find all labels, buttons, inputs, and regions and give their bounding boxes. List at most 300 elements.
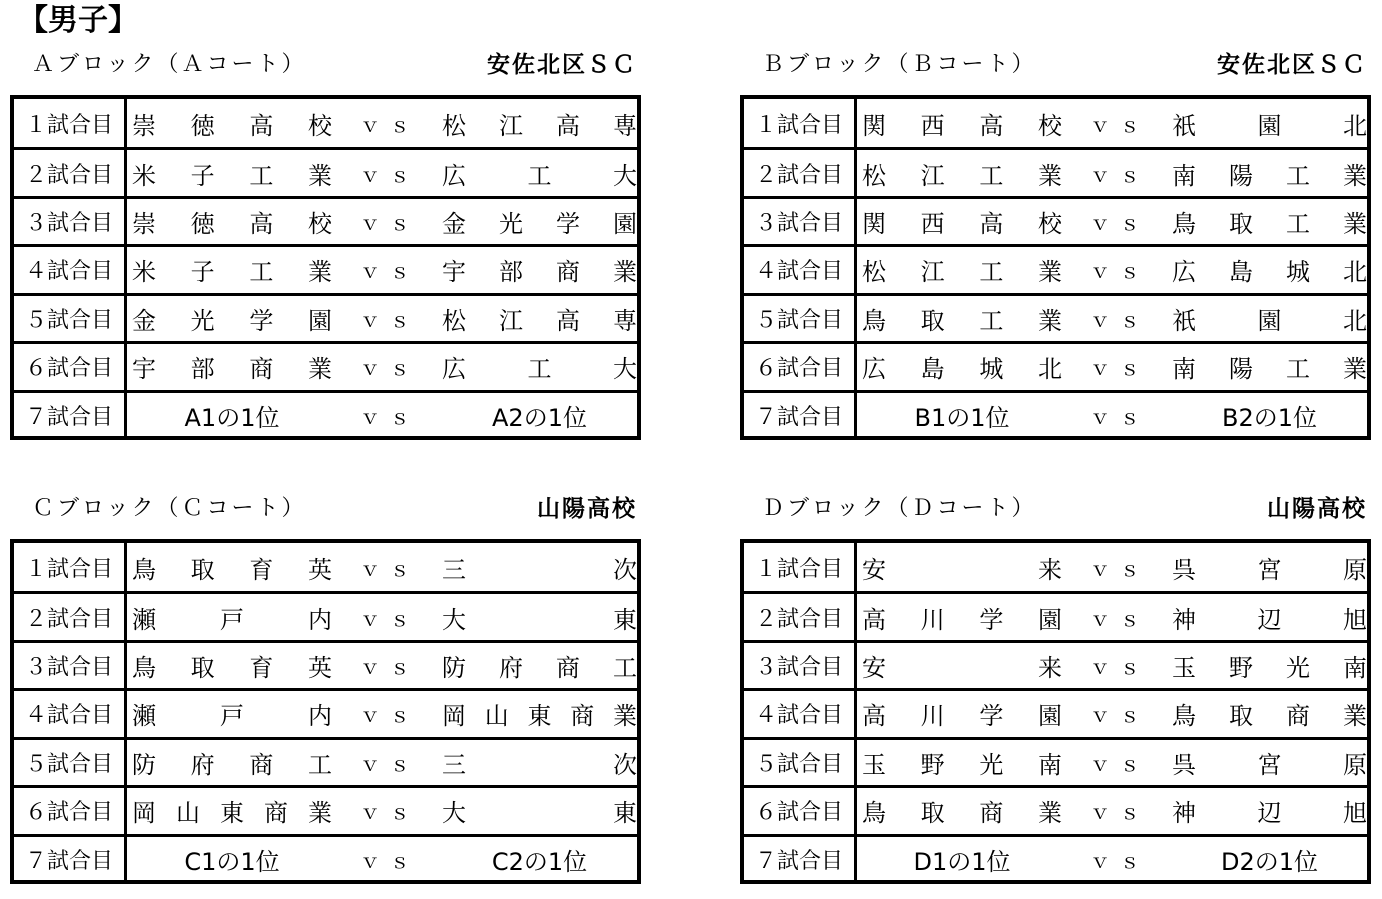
match-number: ４試合目 [14,691,127,736]
team-char: 工 [527,161,552,190]
team-char: 辺 [1257,605,1282,634]
team-char: 業 [613,258,637,287]
vs-label: ｖｓ [1090,404,1150,429]
team-char: 原 [1343,555,1367,584]
team-char: 光 [499,210,523,239]
table-row-final [14,834,637,882]
team-char: 神 [1172,799,1196,828]
vs-label: ｖｓ [1090,112,1150,137]
team-char: 山 [484,702,509,731]
team-char: 戸 [220,702,244,731]
vs-label: ｖｓ [1090,751,1150,776]
team-char: 業 [613,702,637,731]
page-title: 【男子】 [18,3,138,38]
team-char: 工 [979,306,1004,335]
team-char: 取 [1229,702,1253,731]
vs-label: ｖｓ [360,848,420,873]
team-char: 南 [1172,355,1196,384]
match-number: ３試合目 [14,199,127,244]
match-number: ２試合目 [14,150,127,195]
team-char: 業 [1343,355,1367,384]
team-name-away [442,594,637,639]
team-name-away [442,199,637,244]
team-char: 取 [190,555,215,584]
team-char: 広 [862,355,886,384]
match-number: ２試合目 [744,594,857,639]
team-name-away [1172,99,1367,147]
team-char: 岡 [442,702,466,731]
team-name-home [862,247,1062,292]
match-number: ７試合目 [744,837,857,882]
team-char: 玉 [862,750,886,779]
team-char: 野 [1229,654,1253,683]
team-char: 玉 [1172,654,1196,683]
team-char: 工 [1286,355,1310,384]
team-char: 光 [1286,654,1310,683]
match-number: ５試合目 [14,296,127,341]
match-number: １試合目 [14,543,127,591]
team-name-away [1172,543,1367,591]
team-char: 広 [442,355,466,384]
team-char: 瀬 [132,605,156,634]
table-row-final [744,390,1367,438]
table-row [14,640,637,688]
team-name-away [1172,199,1367,244]
table-row [14,737,637,785]
team-char: 松 [862,161,886,190]
team-char: 校 [307,210,332,239]
team-name-away [1172,788,1367,833]
match-number: ４試合目 [14,247,127,292]
team-char: 工 [1286,161,1310,190]
team-char: 英 [307,555,332,584]
final-home: A1の1位 [184,403,280,432]
table-row [14,196,637,244]
team-name-home [862,150,1062,195]
team-char: 北 [1343,306,1367,335]
table-row [14,99,637,147]
final-away: C2の1位 [491,847,588,876]
team-char: 瀬 [132,702,156,731]
team-char: 城 [979,355,1004,384]
team-char: 工 [1286,210,1310,239]
team-char: 園 [1037,605,1062,634]
team-char: 商 [556,654,580,683]
vs-label: ｖｓ [1090,606,1150,631]
team-char: 辺 [1257,799,1282,828]
vs-label: ｖｓ [360,655,420,680]
vs-label: ｖｓ [360,606,420,631]
team-char: 商 [249,355,274,384]
team-name-home [132,643,332,688]
team-char: 三 [442,750,466,779]
block-d [740,494,1371,889]
match-number: １試合目 [744,543,857,591]
team-char: 業 [1037,258,1062,287]
table-row [744,244,1367,292]
match-number: ３試合目 [744,643,857,688]
block-label: Ｄブロック（Ｄコート） [762,496,1037,521]
table-row [14,244,637,292]
match-number: ７試合目 [14,393,127,438]
team-char: 北 [1343,111,1367,140]
team-name-away [442,344,637,389]
team-char: 松 [442,111,466,140]
team-name-home [862,740,1062,785]
team-char: 商 [264,799,288,828]
team-char: 光 [190,306,215,335]
team-char: 高 [249,111,274,140]
vs-label: ｖｓ [360,751,420,776]
table-row [744,640,1367,688]
team-char: 業 [1343,210,1367,239]
vs-label: ｖｓ [360,356,420,381]
team-char: 業 [307,161,332,190]
match-number: ６試合目 [744,344,857,389]
block-a [10,50,641,445]
team-char: 府 [190,750,215,779]
team-name-home [132,247,332,292]
team-char: 東 [527,702,552,731]
team-name-home [132,344,332,389]
team-char: 工 [249,161,274,190]
team-name-away [1172,247,1367,292]
team-char: 専 [613,111,637,140]
team-char: 宮 [1257,750,1282,779]
match-number: ７試合目 [14,837,127,882]
vs-label: ｖｓ [1090,655,1150,680]
team-name-home [132,740,332,785]
team-name-away [442,150,637,195]
team-char: 南 [1037,750,1062,779]
vs-label: ｖｓ [1090,848,1150,873]
team-char: 工 [979,161,1004,190]
vs-label: ｖｓ [1090,556,1150,581]
team-char: 高 [862,702,886,731]
team-char: 江 [499,111,523,140]
team-name-away [1172,296,1367,341]
team-char: 業 [307,258,332,287]
team-char: 工 [307,750,332,779]
team-char: 校 [1037,111,1062,140]
team-char: 山 [176,799,200,828]
match-table [10,95,641,440]
team-char: 来 [1038,654,1062,683]
team-char: 鳥 [1172,210,1196,239]
table-row-final [744,834,1367,882]
final-home: B1の1位 [914,403,1010,432]
team-char: 次 [613,750,637,779]
team-name-home [132,99,332,147]
table-row [14,543,637,591]
table-row [14,341,637,389]
team-char: 園 [307,306,332,335]
team-char: 鳥 [1172,702,1196,731]
team-char: 学 [979,702,1004,731]
team-char: 金 [442,210,466,239]
team-name-away [442,543,637,591]
table-row [744,99,1367,147]
team-name-home [862,543,1062,591]
team-char: 子 [190,258,215,287]
team-char: 関 [862,210,886,239]
team-name-home [132,543,332,591]
vs-label: ｖｓ [360,703,420,728]
team-char: 西 [920,111,945,140]
final-away: D2の1位 [1220,847,1319,876]
block-label: Ｂブロック（Ｂコート） [762,52,1037,77]
team-char: 広 [1172,258,1196,287]
team-char: 次 [613,555,637,584]
team-char: 園 [1257,306,1282,335]
team-name-away [442,788,637,833]
team-char: 高 [862,605,886,634]
match-number: １試合目 [14,99,127,147]
team-char: 陽 [1229,161,1253,190]
team-char: 防 [442,654,466,683]
team-name-home [862,99,1062,147]
block-label: Ｃブロック（Ｃコート） [32,496,307,521]
team-char: 川 [920,702,945,731]
match-number: ５試合目 [744,296,857,341]
table-row [744,591,1367,639]
team-name-away [1172,594,1367,639]
match-number: ６試合目 [14,344,127,389]
table-row [14,147,637,195]
team-name-home [132,594,332,639]
team-name-away [1172,150,1367,195]
vs-label: ｖｓ [1090,800,1150,825]
vs-label: ｖｓ [360,112,420,137]
team-char: 松 [442,306,466,335]
team-name-home [132,150,332,195]
vs-label: ｖｓ [360,259,420,284]
vs-label: ｖｓ [1090,703,1150,728]
match-table [10,539,641,884]
team-char: 業 [308,799,332,828]
vs-label: ｖｓ [1090,211,1150,236]
vs-label: ｖｓ [360,307,420,332]
table-row [744,737,1367,785]
vs-label: ｖｓ [1090,307,1150,332]
team-char: 宇 [132,355,156,384]
match-number: ２試合目 [744,150,857,195]
team-char: 野 [920,750,945,779]
team-char: 学 [979,605,1004,634]
team-char: 神 [1172,605,1196,634]
team-char: 高 [979,210,1004,239]
team-char: 高 [249,210,274,239]
team-char: 東 [220,799,244,828]
block-venue: 安佐北区ＳＣ [487,52,637,78]
team-char: 金 [132,306,156,335]
team-name-home [862,199,1062,244]
team-char: 大 [613,161,637,190]
vs-label: ｖｓ [360,800,420,825]
team-char: 陽 [1229,355,1253,384]
team-char: 関 [862,111,886,140]
vs-label: ｖｓ [360,556,420,581]
team-char: 島 [920,355,945,384]
team-char: 旭 [1343,799,1367,828]
match-number: ４試合目 [744,691,857,736]
team-char: 大 [442,799,466,828]
team-char: 取 [1229,210,1253,239]
team-char: 三 [442,555,466,584]
vs-label: ｖｓ [1090,356,1150,381]
team-char: 来 [1038,555,1062,584]
team-char: 西 [920,210,945,239]
team-name-home [132,788,332,833]
team-name-home [862,643,1062,688]
table-row [744,688,1367,736]
team-char: 内 [308,605,332,634]
team-char: 米 [132,161,156,190]
team-char: 業 [1037,306,1062,335]
team-char: 祇 [1172,111,1196,140]
team-name-away [1172,691,1367,736]
team-char: 鳥 [132,555,156,584]
team-char: 南 [1172,161,1196,190]
table-row [744,293,1367,341]
team-char: 大 [613,355,637,384]
match-number: ３試合目 [744,199,857,244]
block-venue: 山陽高校 [1267,496,1367,522]
vs-label: ｖｓ [360,404,420,429]
team-name-away [442,643,637,688]
team-name-away [442,247,637,292]
vs-label: ｖｓ [1090,162,1150,187]
table-row [744,196,1367,244]
match-table [740,95,1371,440]
final-home: C1の1位 [184,847,280,876]
team-char: 南 [1343,654,1367,683]
team-char: 専 [613,306,637,335]
team-char: 商 [979,799,1004,828]
team-char: 業 [1343,161,1367,190]
vs-label: ｖｓ [360,162,420,187]
team-char: 崇 [132,210,156,239]
table-row [744,785,1367,833]
table-row [14,785,637,833]
team-char: 広 [442,161,466,190]
team-name-away [1172,344,1367,389]
team-char: 光 [979,750,1004,779]
team-char: 府 [499,654,523,683]
team-char: 東 [613,799,637,828]
team-char: 北 [1037,355,1062,384]
team-char: 高 [556,111,580,140]
team-char: 商 [249,750,274,779]
team-char: 安 [862,654,886,683]
team-char: 徳 [190,210,215,239]
block-b [740,50,1371,445]
team-char: 江 [920,161,945,190]
team-name-home [862,788,1062,833]
table-row [744,341,1367,389]
team-name-home [132,199,332,244]
team-name-home [862,344,1062,389]
team-char: 呉 [1172,555,1196,584]
team-char: 業 [307,355,332,384]
team-name-home [132,296,332,341]
block-c [10,494,641,889]
team-char: 部 [499,258,523,287]
team-char: 大 [442,605,466,634]
team-char: 江 [920,258,945,287]
team-char: 祇 [1172,306,1196,335]
team-char: 校 [1037,210,1062,239]
team-name-away [442,691,637,736]
team-char: 部 [190,355,215,384]
team-char: 工 [613,654,637,683]
team-char: 工 [527,355,552,384]
team-char: 高 [979,111,1004,140]
team-char: 商 [556,258,580,287]
match-number: １試合目 [744,99,857,147]
team-char: 育 [249,654,274,683]
team-char: 取 [920,799,945,828]
team-char: 鳥 [132,654,156,683]
team-char: 米 [132,258,156,287]
team-char: 学 [249,306,274,335]
team-name-away [442,296,637,341]
team-char: 崇 [132,111,156,140]
team-char: 英 [307,654,332,683]
match-number: ２試合目 [14,594,127,639]
team-char: 島 [1229,258,1253,287]
team-char: 取 [190,654,215,683]
team-char: 北 [1343,258,1367,287]
team-char: 内 [308,702,332,731]
table-row [14,293,637,341]
team-char: 工 [249,258,274,287]
match-number: ４試合目 [744,247,857,292]
team-char: 取 [920,306,945,335]
team-char: 商 [1286,702,1310,731]
team-name-home [862,691,1062,736]
team-char: 城 [1286,258,1310,287]
team-char: 宮 [1257,555,1282,584]
team-char: 宇 [442,258,466,287]
team-char: 園 [613,210,637,239]
team-char: 東 [613,605,637,634]
final-home: D1の1位 [913,847,1011,876]
team-char: 鳥 [862,306,886,335]
vs-label: ｖｓ [1090,259,1150,284]
block-venue: 安佐北区ＳＣ [1217,52,1367,78]
match-number: ７試合目 [744,393,857,438]
match-number: ６試合目 [744,788,857,833]
team-char: 業 [1037,161,1062,190]
block-venue: 山陽高校 [537,496,637,522]
team-char: 原 [1343,750,1367,779]
team-name-away [1172,643,1367,688]
team-char: 子 [190,161,215,190]
team-char: 旭 [1343,605,1367,634]
team-char: 松 [862,258,886,287]
team-name-home [132,691,332,736]
team-char: 防 [132,750,156,779]
team-name-home [862,594,1062,639]
table-row [744,147,1367,195]
team-name-away [1172,740,1367,785]
team-char: 商 [570,702,595,731]
team-char: 岡 [132,799,156,828]
block-label: Ａブロック（Ａコート） [32,52,307,77]
match-number: ６試合目 [14,788,127,833]
team-char: 業 [1037,799,1062,828]
